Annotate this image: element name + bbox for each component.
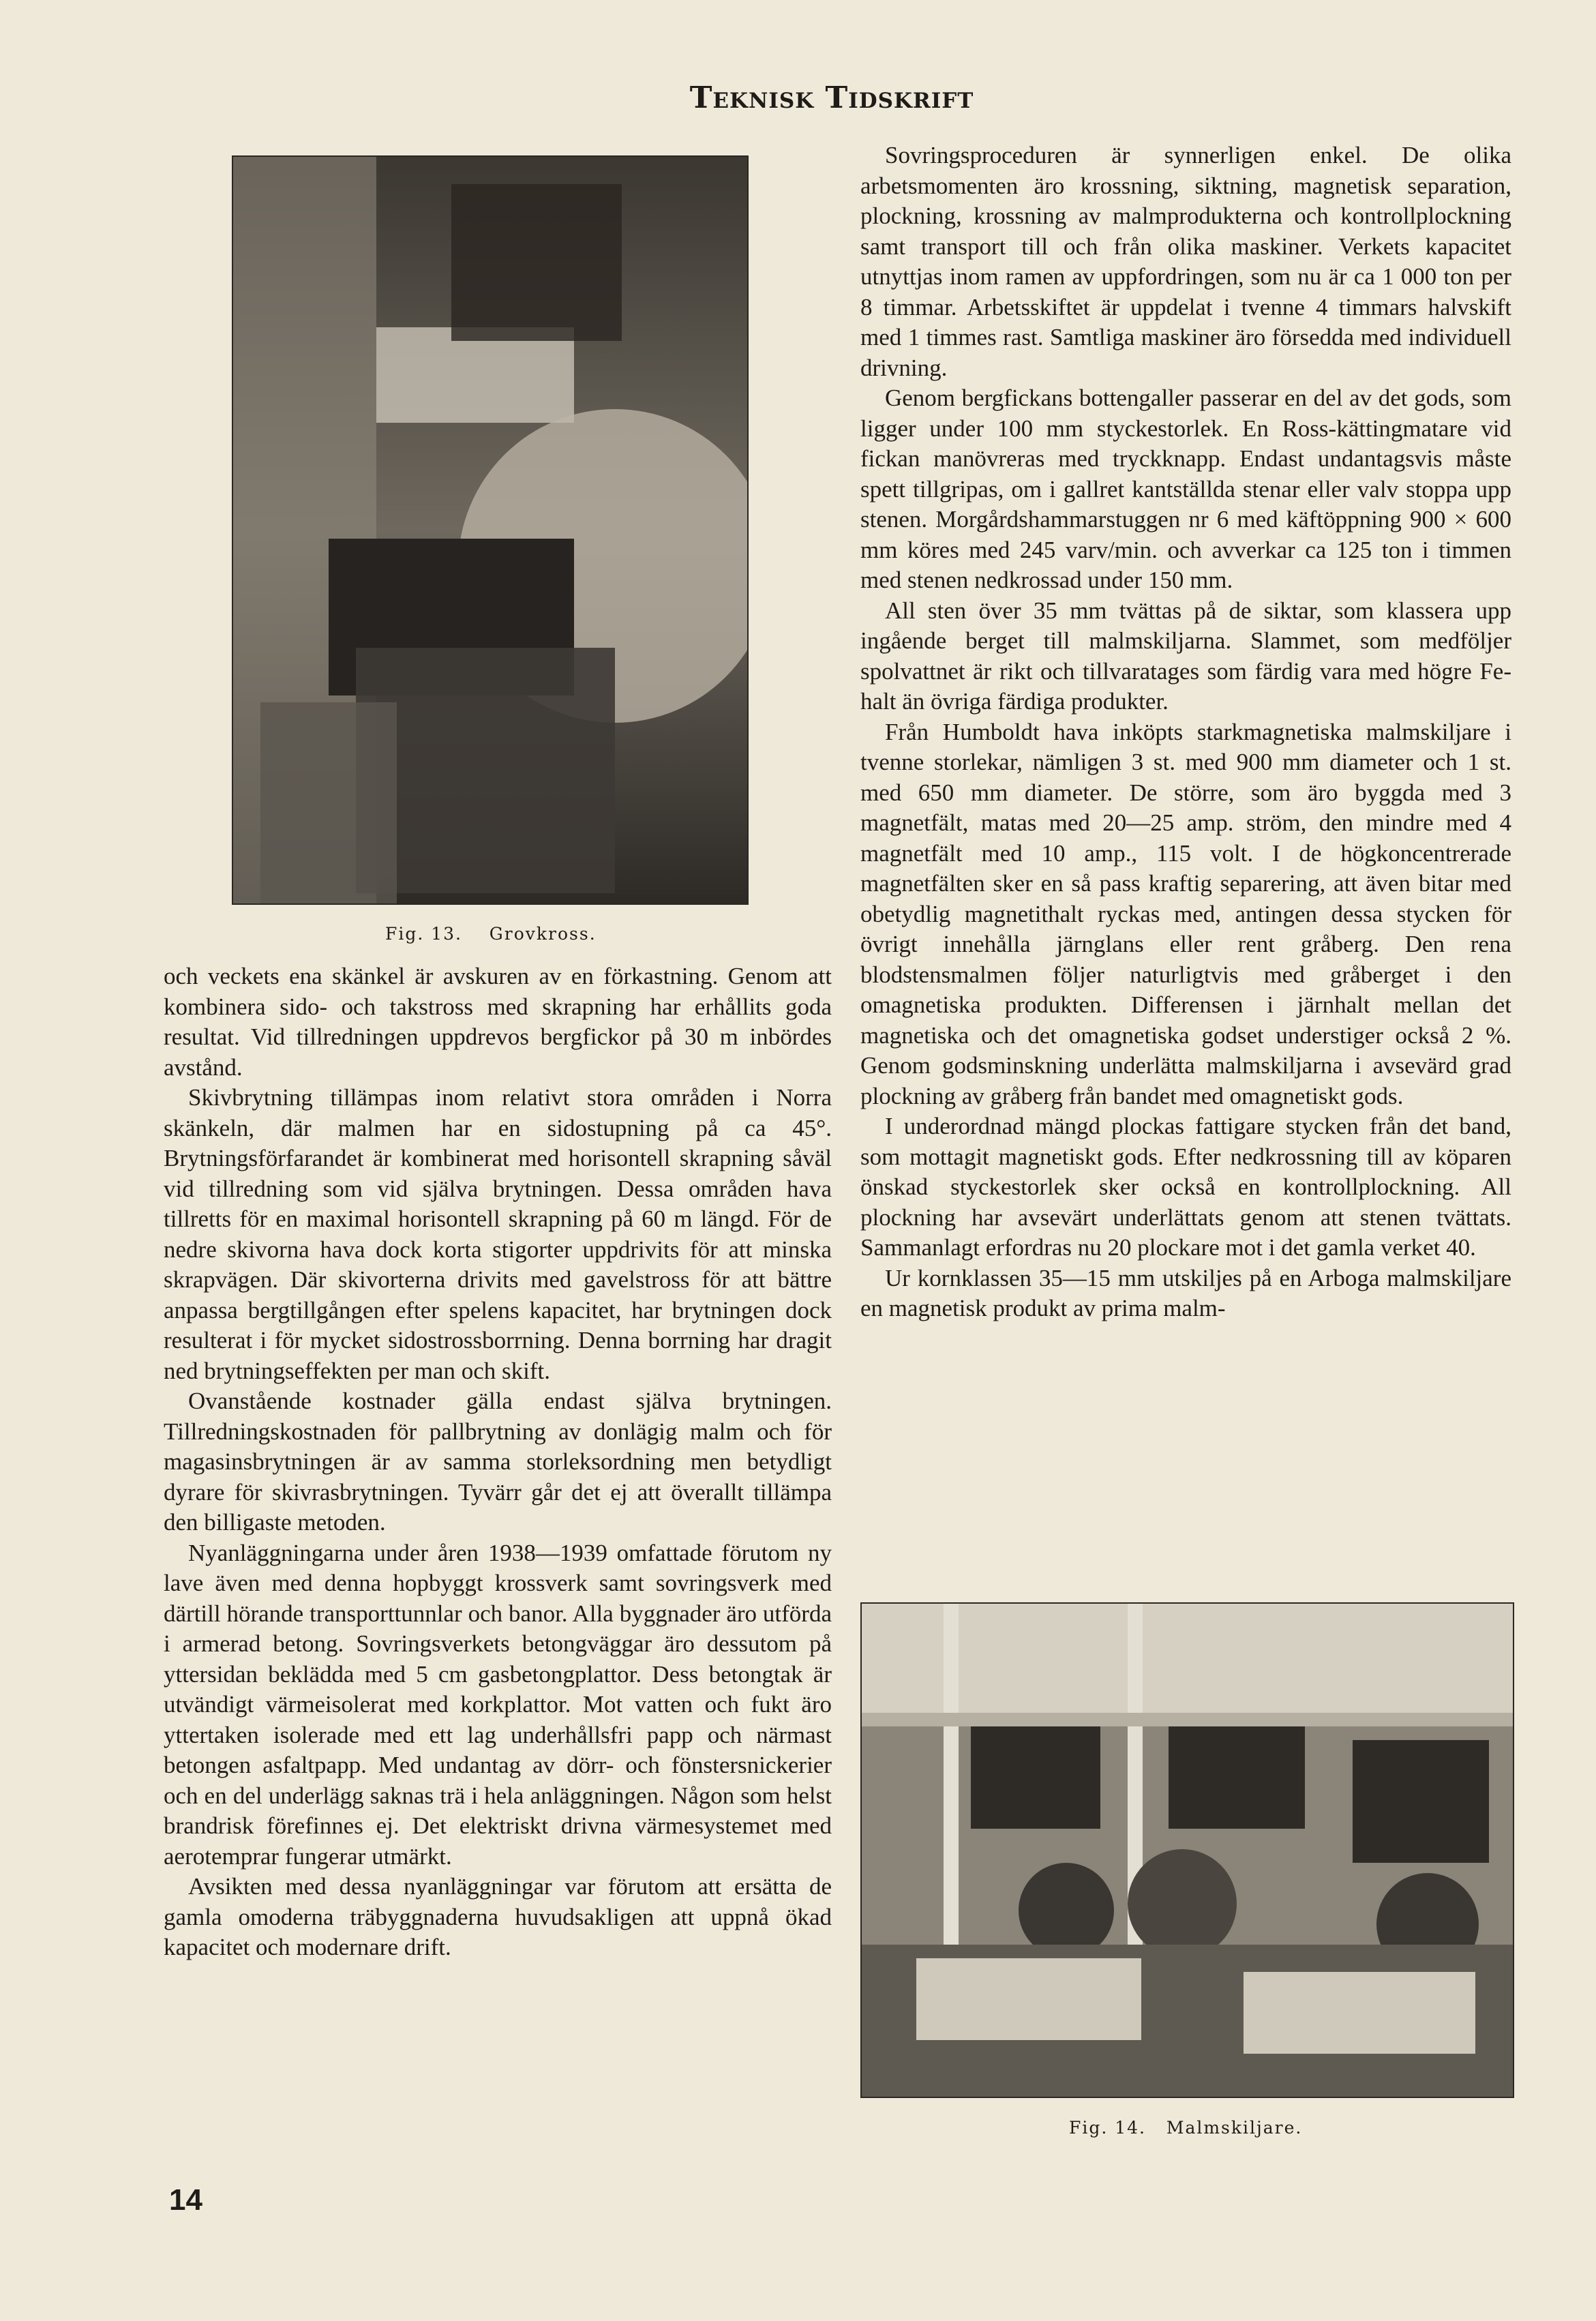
paragraph: Sovringsproceduren är synnerligen enkel. De olika arbetsmomenten äro krossning, siktning, magnetisk separation, plockning, krossning av malmprodukterna och kontrollplockning samt transport till och från olika maskiner. Verkets kapacitet utnyttjas inom ramen av uppfordringen, som nu är ca 1 000 ton per 8 timmar. Arbetsskiftet är uppdelat i tvenne 4 timmars halvskift med 1 timmes rast. Samtliga maskiner äro försedda med individuell drivning. [860, 142, 1511, 381]
figure-14-caption [1069, 2118, 1302, 2138]
right-text-column [860, 140, 1511, 1324]
left-text-column [164, 961, 832, 1963]
figure-13-title: Grovkross. [489, 924, 597, 944]
figure-14-number: Fig. 14. [1069, 2118, 1146, 2138]
paragraph: Ur kornklassen 35—15 mm utskiljes på en Arboga malmskiljare en magnetisk produkt av prima malm- [860, 1264, 1511, 1321]
figure-13-caption [385, 924, 597, 944]
paragraph: Ovanstående kostnader gälla endast själva brytningen. Tillredningskostnaden för pallbrytning av donlägig malm och för magasinsbrytningen är av samma storleksordning men betydligt dyrare för skivrasbrytningen. Tyvärr går det ej att överallt tillämpa den billigaste metoden. [164, 1388, 832, 1536]
journal-header: Teknisk Tidskrift [689, 80, 974, 115]
paragraph: I underordnad mängd plockas fattigare stycken från det band, som mottagit magnetiskt gods. Efter nedkrossning till av köparen önskad styckestorlek sker också en kontrollplockning. All plockning har avsevärt underlättats genom att stenen tvättats. Sammanlagt erfordras nu 20 plockare mot i det gamla verket 40. [860, 1113, 1511, 1261]
paragraph: Genom bergfickans bottengaller passerar en del av det gods, som ligger under 100 mm styckestorlek. En Ross-kättingmatare vid fickan manövreras med tryckknapp. Endast undantagsvis måste spett tillgripas, om i gallret kantställda stenar eller valv stoppa upp stenen. Morgårdshammarstuggen nr 6 med käftöppning 900 × 600 mm köres med 245 varv/min. och avverkar ca 125 ton i timmen med stenen nedkrossad under 150 mm. [860, 385, 1511, 593]
paragraph: Från Humboldt hava inköpts starkmagnetiska malmskiljare i tvenne storlekar, nämligen 3 st. med 900 mm diameter och 1 st. med 650 mm diameter. De större, som äro byggda med 3 magnetfält, matas med 20—25 amp. ström, den mindre med 4 magnetfält med 10 amp., 115 volt. I de högkoncentrerade magnetfälten sker en så pass kraftig separering, att även bitar med obetydlig magnetithalt ryckas med, antingen dessa stycken för övrigt innehålla järnglans eller rent gråberg. Den rena blodstensmalmen följer naturligtvis med gråberget i den omagnetiska produkten. Differensen i järnhalt mellan det magnetiska och det omagnetiska godset understiger också 2 %. Genom godsminskning underlätta malmskiljarna i avsevärd grad plockning av gråberg från bandet med omagnetiskt gods. [860, 718, 1511, 1109]
paragraph: och veckets ena skänkel är avskuren av en förkastning. Genom att kombinera sido- och takstross med skrapning har erhållits goda resultat. Vid tillredningen uppdrevos bergfickor på 30 m inbördes avstånd. [164, 963, 832, 1081]
figure-13-photo [232, 155, 749, 905]
paragraph: Skivbrytning tillämpas inom relativt stora områden i Norra skänkeln, där malmen har en sidostupning på ca 45°. Brytningsförfarandet är kombinerat med horisontell skrapning såväl vid tillredning som vid själva brytningen. Dessa områden hava tillretts för en maximal horisontell skrapning på 60 m längd. För de nedre skivorna hava dock korta stigorter uppdrivits för att minska skrapvägen. Där skivorterna drivits med gavelstross för att bättre anpassa bergtillgången efter spelens kapacitet, har brytningen dock resulterat i för mycket sidostrossborrning. Denna borrning har dragit ned brytningseffekten per man och skift. [164, 1084, 832, 1384]
page-number: 14 [169, 2183, 202, 2217]
paragraph: Nyanläggningarna under åren 1938—1939 omfattade förutom ny lave även med denna hopbyggt krossverk samt sovringsverk med därtill hörande transporttunnlar och banor. Alla byggnader äro utförda i armerad betong. Sovringsverkets betongväggar äro dessutom på yttersidan beklädda med 5 cm gasbetongplattor. Dess betongtak är utvändigt värmeisolerat med korkplattor. Mot vatten och fukt äro yttertaken isolerade med ett lag underhållsfri papp och närmast betongen asfaltpapp. Med undantag av dörr- och fönstersnickerier och en del underlägg saknas trä i hela anläggningen. Någon som helst brandrisk förefinnes ej. Det elektriskt drivna värmesystemet med aerotemprar fungerar utmärkt. [164, 1539, 832, 1870]
paragraph: All sten över 35 mm tvättas på de siktar, som klassera upp ingående berget till malmskiljarna. Slammet, som medföljer spolvattnet är rikt och tillvaratages som färdig vara med högre Fe-halt än övriga färdiga produkter. [860, 597, 1511, 715]
figure-14-title: Malmskiljare. [1166, 2118, 1303, 2138]
paragraph: Avsikten med dessa nyanläggningar var förutom att ersätta de gamla omoderna träbyggnaderna huvudsakligen att uppnå ökad kapacitet och modernare drift. [164, 1873, 832, 1960]
figure-14-photo [860, 1602, 1514, 2098]
figure-13-number: Fig. 13. [385, 924, 462, 944]
